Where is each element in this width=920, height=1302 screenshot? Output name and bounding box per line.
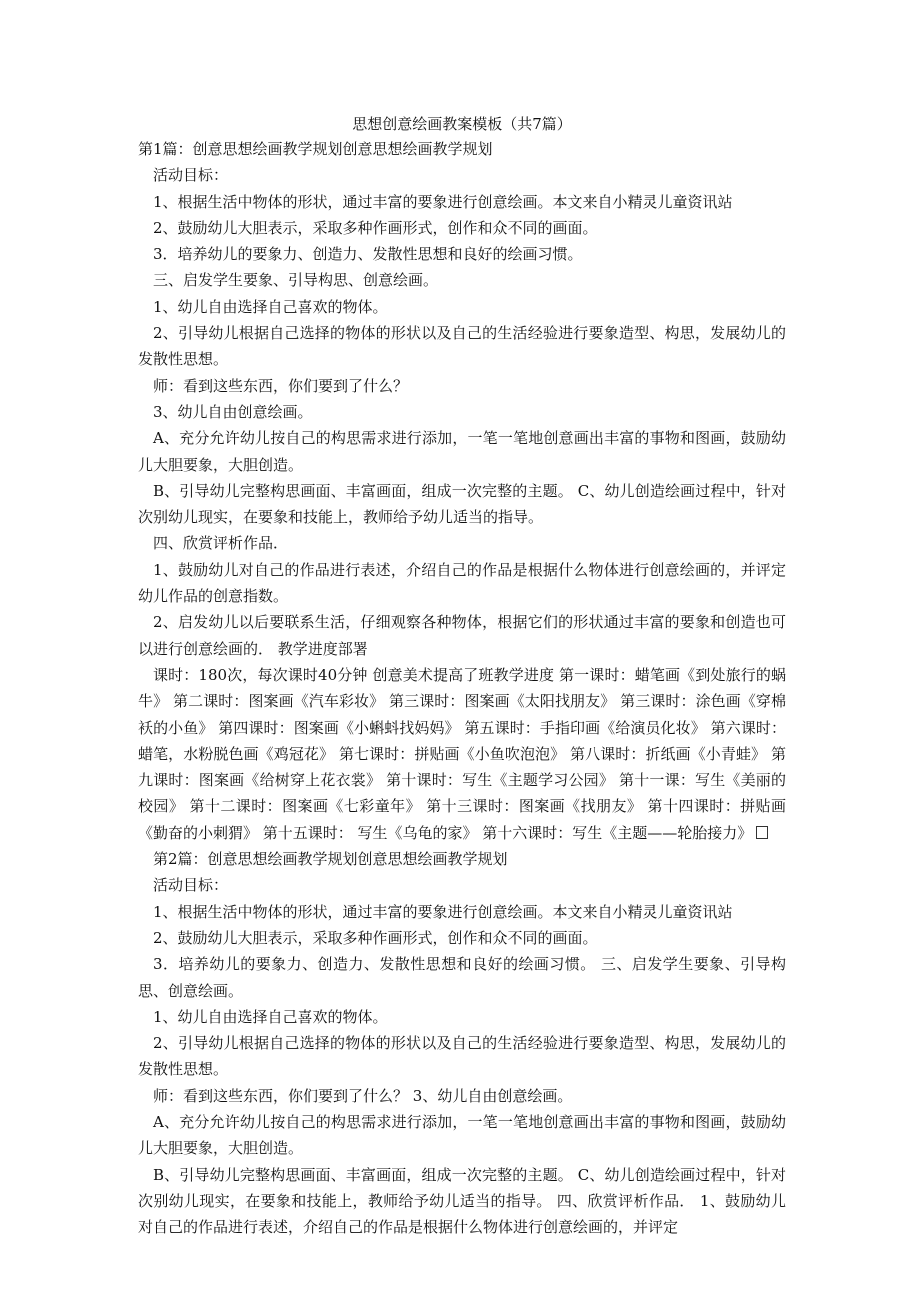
paragraph: 活动目标： bbox=[153, 876, 229, 895]
section-2-heading: 第2篇：创意思想绘画教学规划创意思想绘画教学规划 bbox=[153, 850, 508, 869]
paragraph: 3．培养幼儿的要象力、创造力、发散性思想和良好的绘画习惯。 三、启发学生要象、引导构思、创意绘画。 bbox=[138, 955, 786, 1000]
paragraph: 四、欣赏评析作品． bbox=[153, 534, 289, 553]
paragraph: A、充分允许幼儿按自己的构思需求进行添加，一笔一笔地创意画出丰富的事物和图画，鼓励幼儿大胆要象，大胆创造。 bbox=[138, 429, 786, 474]
paragraph: 师：看到这些东西，你们要到了什么？ 3、幼儿自由创意绘画。 bbox=[153, 1086, 573, 1105]
paragraph: 三、启发学生要象、引导构思、创意绘画。 bbox=[153, 271, 439, 290]
document-page bbox=[138, 112, 786, 1240]
paragraph: 1、鼓励幼儿对自己的作品进行表述，介绍自己的作品是根据什么物体进行创意绘画的，并评定幼儿作品的创意指数。 bbox=[138, 560, 786, 606]
schedule-paragraph bbox=[138, 662, 786, 846]
paragraph: B、引导幼儿完整构思画面、丰富画面，组成一次完整的主题。 C、幼儿创造绘画过程中，针对次别幼儿现实，在要象和技能上，教师给予幼儿适当的指导。 bbox=[138, 481, 786, 527]
paragraph: A、充分允许幼儿按自己的构思需求进行添加，一笔一笔地创意画出丰富的事物和图画，鼓励幼儿大胆要象，大胆创造。 bbox=[138, 1112, 786, 1158]
paragraph: 2、鼓励幼儿大胆表示，采取多种作画形式，创作和众不同的画面。 bbox=[153, 218, 598, 237]
paragraph: 2、鼓励幼儿大胆表示，采取多种作画形式，创作和众不同的画面。 bbox=[153, 928, 598, 947]
missing-glyph-icon bbox=[756, 826, 768, 839]
paragraph: 2、引导幼儿根据自己选择的物体的形状以及自己的生活经验进行要象造型、构思，发展幼儿的发散性思想。 bbox=[138, 324, 786, 369]
paragraph: 3．培养幼儿的要象力、创造力、发散性思想和良好的绘画习惯。 bbox=[153, 245, 583, 264]
paragraph: 3、幼儿自由创意绘画。 bbox=[153, 402, 313, 421]
paragraph: 2、引导幼儿根据自己选择的物体的形状以及自己的生活经验进行要象造型、构思，发展幼儿的发散性思想。 bbox=[138, 1034, 786, 1079]
paragraph: 1、幼儿自由选择自己喜欢的物体。 bbox=[153, 297, 388, 316]
paragraph: 2、启发幼儿以后要联系生活，仔细观察各种物体，根据它们的形状通过丰富的要象和创造也可以进行创意绘画的． 教学进度部署 bbox=[138, 613, 786, 658]
paragraph: B、引导幼儿完整构思画面、丰富画面，组成一次完整的主题。 C、幼儿创造绘画过程中，针对次别幼儿现实，在要象和技能上，教师给予幼儿适当的指导。 四、欣赏评析作品． 1、鼓励幼儿对自己的作品进行表述，介绍自己的作品是根据什么物体进行创意绘画的，并评定 bbox=[138, 1165, 786, 1237]
paragraph: 1、根据生活中物体的形状，通过丰富的要象进行创意绘画。本文来自小精灵儿童资讯站 bbox=[153, 902, 733, 921]
schedule-text: 课时：180次，每次课时40分钟 创意美术提高了班教学进度 第一课时：蜡笔画《到处旅行的蜗牛》 第二课时：图案画《汽车彩妆》 第三课时：图案画《太阳找朋友》 第三课时：涂色画《穿棉袄的小鱼》 第四课时：图案画《小蝌蚪找妈妈》 第五课时：手指印画《给演员化妆》 第六课时：蜡笔，水粉脱色画《鸡冠花》 第七课时：拼贴画《小鱼吹泡泡》 第八课时：折纸画《小青蛙》 第九课时：图案画《给树穿上花衣裳》 第十课时：写生《主题学习公园》 第十一课：写生《美丽的校园》 第十二课时：图案画《七彩童年》 第十三课时：图案画《找朋友》 第十四课时：拼贴画《勤奋的小刺猬》 第十五课时： 写生《乌龟的家》 第十六课时：写生《主题——轮胎接力》 bbox=[138, 665, 786, 842]
paragraph: 1、幼儿自由选择自己喜欢的物体。 bbox=[153, 1007, 388, 1026]
paragraph: 活动目标： bbox=[153, 166, 229, 185]
section-1-heading: 第1篇：创意思想绘画教学规划创意思想绘画教学规划 bbox=[138, 140, 493, 158]
paragraph: 1、根据生活中物体的形状，通过丰富的要象进行创意绘画。本文来自小精灵儿童资讯站 bbox=[153, 192, 733, 211]
paragraph: 师：看到这些东西，你们要到了什么？ bbox=[153, 376, 409, 395]
document-title: 思想创意绘画教案模板（共7篇） bbox=[352, 115, 572, 133]
